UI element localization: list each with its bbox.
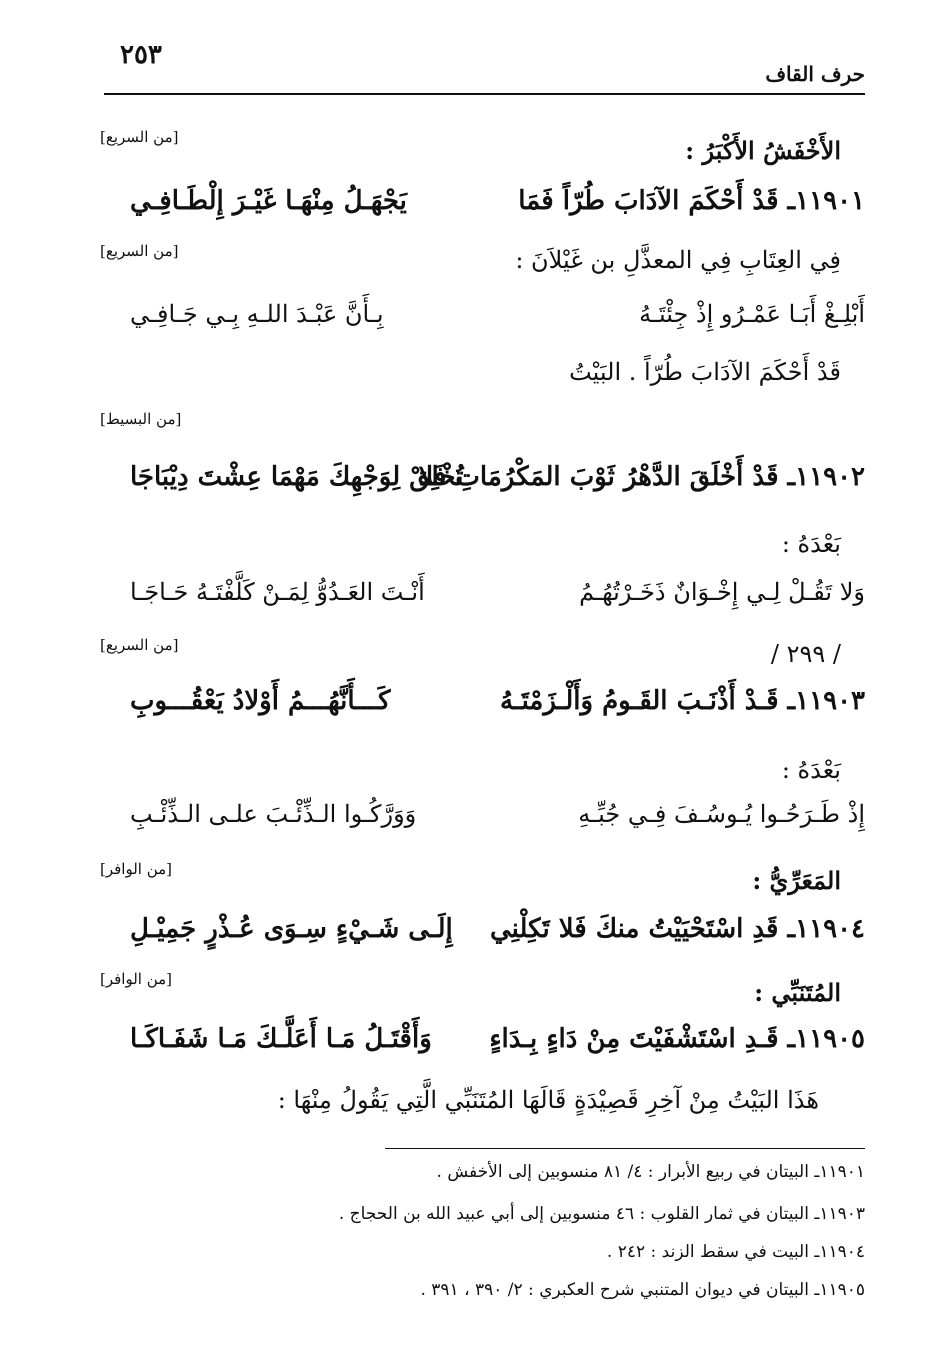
first-hemistich: ١١٩٠٢ـ قَدْ أَخْلَقَ الدَّهْرُ ثَوْبَ المَكْرُمَاتِ فَلا	[418, 462, 865, 492]
baadahu-label: بَعْدَهُ :	[781, 756, 841, 784]
second-hemistich: وَأَقْتَـلُ مَـا أَعَلَّـكَ مَـا شَفَـاكَـا	[130, 1024, 432, 1054]
footnote: ١١٩٠١ـ البيتان في ربيع الأبرار : ٤/ ٨١ منسوبين إلى الأخفش .	[436, 1162, 865, 1182]
second-hemistich: بِـأَنَّ عَبْـدَ اللـهِ بِـي جَـافِـي	[130, 300, 384, 328]
running-head: حرف القاف	[765, 62, 865, 86]
first-hemistich: ١١٩٠١ـ قَدْ أَحْكَمَ الآدَابَ طُرّاً فَمَا	[518, 186, 865, 216]
footnote: ١١٩٠٥ـ البيتان في ديوان المتنبي شرح العكبري : ٢/ ٣٩٠ ، ٣٩١ .	[420, 1280, 865, 1300]
footnote-rule	[385, 1148, 865, 1149]
meter-label: [من البسيط]	[100, 410, 182, 428]
second-hemistich: أَنْـتَ العَـدُوُّ لِمَـنْ كَلَّفْتَـهُ حَـاجَـا	[130, 578, 425, 606]
meter-label: [من الوافر]	[100, 860, 173, 878]
context-note: فِي العِتَابِ فِي المعذَّلِ بن غَيْلاَنَ :	[515, 246, 841, 274]
verse-line	[90, 462, 865, 512]
meter-label: [من الوافر]	[100, 970, 173, 988]
footnote: ١١٩٠٣ـ البيتان في ثمار القلوب : ٤٦ منسوبين إلى أبي عبيد الله بن الحجاج .	[338, 1204, 865, 1224]
verse-line	[90, 578, 865, 628]
verse-line	[90, 800, 865, 850]
meter-label: [من السريع]	[100, 242, 179, 260]
original-page-ref: / ٢٩٩ /	[770, 640, 841, 668]
second-hemistich: تُخْلِقْ لِوَجْهِكَ مَهْمَا عِشْتَ دِيْبَاجَا	[130, 462, 464, 492]
poet-name: الأَخْفَشُ الأَكْبَرُ :	[685, 136, 841, 165]
second-hemistich: كَـــأَنَّهُـــمُ أَوْلادُ يَعْقُـــوبِ	[130, 686, 391, 716]
header-rule	[104, 93, 865, 95]
verse-line	[90, 300, 865, 350]
first-hemistich: ١١٩٠٥ـ قَـدِ اسْتَشْفَيْتَ مِنْ دَاءٍ بِـدَاءٍ	[489, 1024, 865, 1054]
meter-label: [من السريع]	[100, 636, 179, 654]
verse-line	[90, 1024, 865, 1074]
poet-name: المُتَنَبِّي :	[754, 978, 841, 1007]
verse-line	[90, 914, 865, 964]
baadahu-label: بَعْدَهُ :	[781, 530, 841, 558]
first-hemistich: وَلا تَقُـلْ لِـي إِخْـوَانٌ ذَخَـرْتُهُـمُ	[579, 578, 865, 606]
second-hemistich: وَوَرَّكُـوا الـذِّئْـبَ علـى الـذِّئْـبِ	[130, 800, 417, 828]
second-hemistich: إِلَـى شَـيْءٍ سِـوَى عُـذْرٍ جَمِيْـلِ	[130, 914, 453, 944]
prose-line: قَدْ أَحْكَمَ الآدَابَ طُرّاً . البَيْتُ	[569, 358, 841, 386]
second-hemistich: يَجْهَـلُ مِنْهَـا غَيْـرَ إِلْطَـافِـي	[130, 186, 407, 216]
verse-line	[90, 686, 865, 736]
first-hemistich: ١١٩٠٤ـ قَدِ اسْتَحْيَيْتُ منكَ فَلا تَكِلْنِي	[490, 914, 865, 944]
prose-line: هَذَا البَيْتُ مِنْ آخِرِ قَصِيْدَةٍ قَالَهَا المُتَنَبِّي الَّتِي يَقُولُ مِنْهَا :	[277, 1086, 819, 1114]
poet-name: المَعَرِّيُّ :	[752, 866, 841, 895]
verse-line	[90, 186, 865, 236]
page-number: ٢٥٣	[120, 40, 162, 70]
first-hemistich: أَبْلِـغْ أَبَـا عَمْـرُو إِذْ جِئْتَـهُ	[639, 300, 865, 328]
first-hemistich: ١١٩٠٣ـ قَـدْ أَذْنَـبَ القَـومُ وَأَلْـزَمْتَـهُ	[500, 686, 865, 716]
footnote: ١١٩٠٤ـ البيت في سقط الزند : ٢٤٢ .	[606, 1242, 865, 1262]
first-hemistich: إِذْ طَـرَحُـوا يُـوسُـفَ فِـي جُبِّـهِ	[578, 800, 865, 828]
meter-label: [من السريع]	[100, 128, 179, 146]
